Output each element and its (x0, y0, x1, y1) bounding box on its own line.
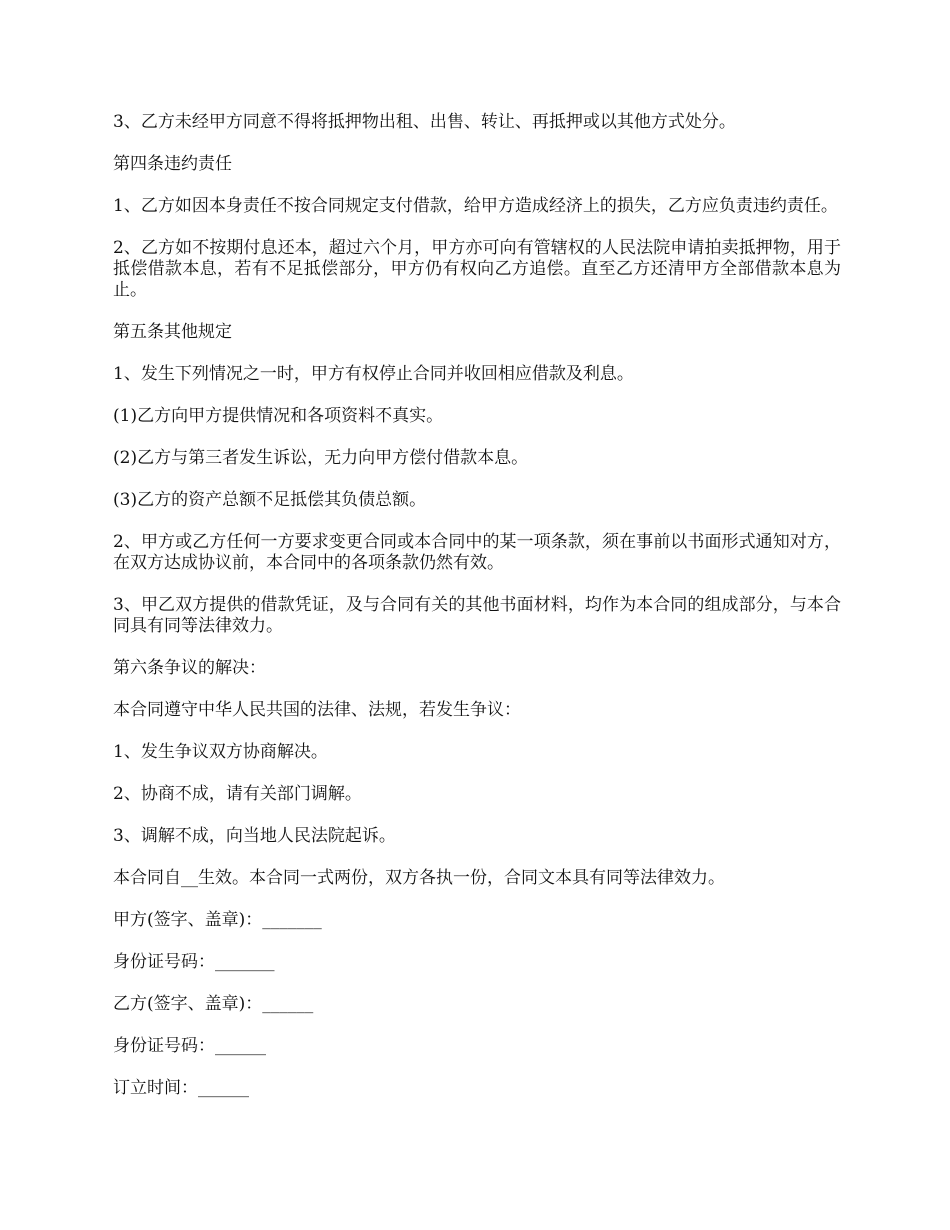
party-a-signature-line: 甲方(签字、盖章)：_______ (113, 910, 322, 930)
heading-article-4: 第四条违约责任 (113, 154, 232, 174)
clause-6-2: 2、协商不成，请有关部门调解。 (113, 784, 362, 804)
clause-5-1: 1、发生下列情况之一时，甲方有权停止合同并收回相应借款及利息。 (113, 364, 634, 384)
party-b-signature-line: 乙方(签字、盖章)：______ (113, 994, 314, 1014)
clause-5-3: 3、甲乙双方提供的借款凭证，及与合同有关的其他书面材料，均作为本合同的组成部分，与本合同具有同等法律效力。 (113, 595, 841, 636)
heading-article-5: 第五条其他规定 (113, 322, 232, 342)
document-page (113, 112, 841, 1120)
clause-6-1: 1、发生争议双方协商解决。 (113, 742, 328, 762)
effective-clause: 本合同自__生效。本合同一式两份，双方各执一份，合同文本具有同等法律效力。 (113, 868, 725, 888)
clause-5-1-item-1: (1)乙方向甲方提供情况和各项资料不真实。 (113, 406, 444, 426)
party-b-id-line: 身份证号码：______ (113, 1036, 266, 1056)
clause-5-2: 2、甲方或乙方任何一方要求变更合同或本合同中的某一项条款，须在事前以书面形式通知对方，在双方达成协议前，本合同中的各项条款仍然有效。 (113, 532, 841, 573)
signing-date-line: 订立时间：______ (113, 1078, 249, 1098)
clause-4-2: 2、乙方如不按期付息还本，超过六个月，甲方亦可向有管辖权的人民法院申请拍卖抵押物，用于抵偿借款本息，若有不足抵偿部分，甲方仍有权向乙方追偿。直至乙方还清甲方全部借款本息为止。 (113, 238, 841, 300)
clause-5-1-item-3: (3)乙方的资产总额不足抵偿其负债总额。 (113, 490, 427, 510)
party-a-id-line: 身份证号码：_______ (113, 952, 275, 972)
clause-6-intro: 本合同遵守中华人民共国的法律、法规，若发生争议： (113, 700, 521, 720)
clause-4-1: 1、乙方如因本身责任不按合同规定支付借款，给甲方造成经济上的损失，乙方应负责违约责任。 (113, 196, 838, 216)
clause-6-3: 3、调解不成，向当地人民法院起诉。 (113, 826, 396, 846)
clause-3-disposal: 3、乙方未经甲方同意不得将抵押物出租、出售、转让、再抵押或以其他方式处分。 (113, 112, 736, 132)
heading-article-6: 第六条争议的解决： (113, 658, 266, 678)
clause-5-1-item-2: (2)乙方与第三者发生诉讼，无力向甲方偿付借款本息。 (113, 448, 529, 468)
